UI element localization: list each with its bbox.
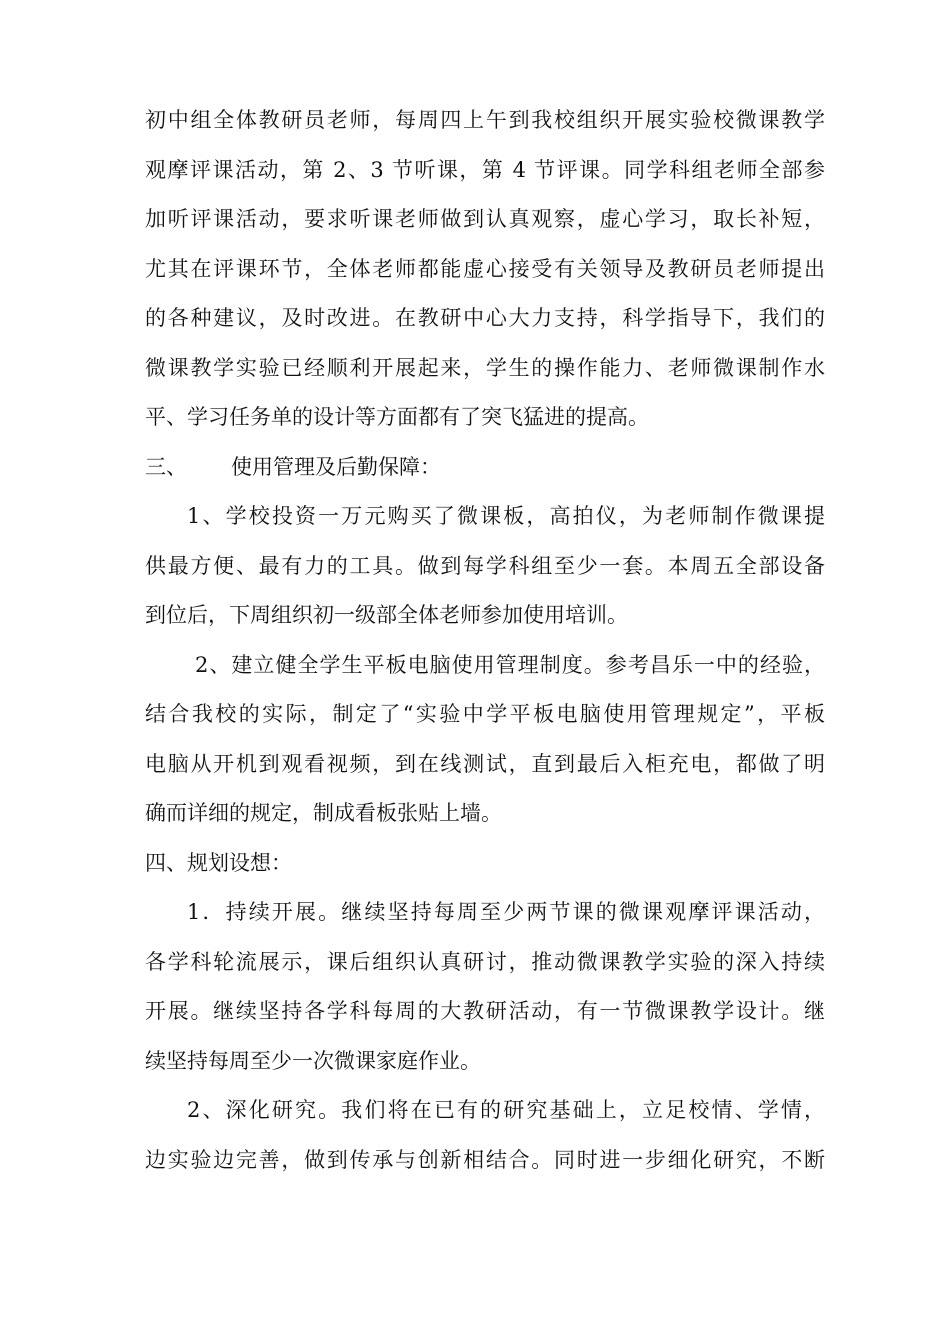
text-line: 1．持续开展。继续坚持每周至少两节课的微课观摩评课活动， (187, 900, 825, 924)
text-line: 加听评课活动，要求听课老师做到认真观察，虚心学习，取长补短， (145, 207, 825, 231)
text-line: 的各种建议，及时改进。在教研中心大力支持，科学指导下，我们的 (145, 306, 825, 330)
text-line: 开展。继续坚持各学科每周的大教研活动，有一节微课教学设计。继 (145, 999, 825, 1023)
document-body (145, 103, 825, 1192)
section-heading-3 (145, 450, 825, 500)
text-line: 2、建立健全学生平板电脑使用管理制度。参考昌乐一中的经验， (195, 652, 825, 677)
text-line: 微课教学实验已经顺利开展起来，学生的操作能力、老师微课制作水 (145, 355, 825, 380)
text-line: 电脑从开机到观看视频，到在线测试，直到最后入柜充电，都做了明 (145, 751, 825, 776)
text-line: 边实验边完善，做到传承与创新相结合。同时进一步细化研究，不断 (145, 1147, 825, 1172)
text-line: 尤其在评课环节，全体老师都能虚心接受有关领导及教研员老师提出 (145, 256, 825, 281)
text-line: 供最方便、最有力的工具。做到每学科组至少一套。本周五全部设备 (145, 553, 825, 578)
text-line: 1、学校投资一万元购买了微课板，高拍仪，为老师制作微课提 (187, 504, 825, 528)
heading-text: 使用管理及后勤保障： (231, 454, 441, 479)
text-line: 确而详细的规定，制成看板张贴上墙。 (145, 801, 502, 825)
text-line: 2、深化研究。我们将在已有的研究基础上，立足校情、学情， (187, 1098, 825, 1122)
text-line: 初中组全体教研员老师，每周四上午到我校组织开展实验校微课教学 (145, 108, 825, 132)
text-line: 各学科轮流展示，课后组织认真研讨，推动微课教学实验的深入持续 (145, 949, 825, 974)
text-line: 续坚持每周至少一次微课家庭作业。 (145, 1048, 481, 1073)
section-heading-4: 四、规划设想： (145, 850, 292, 875)
text-line: 结合我校的实际，制定了“实验中学平板电脑使用管理规定”，平板 (145, 702, 825, 726)
text-line: 观摩评课活动，第 2、3 节听课，第 4 节评课。同学科组老师全部参 (145, 157, 825, 182)
text-line: 平、学习任务单的设计等方面都有了突飞猛进的提高。 (145, 405, 649, 429)
heading-number: 三、 (145, 454, 187, 479)
text-line: 到位后，下周组织初一级部全体老师参加使用培训。 (145, 603, 628, 627)
